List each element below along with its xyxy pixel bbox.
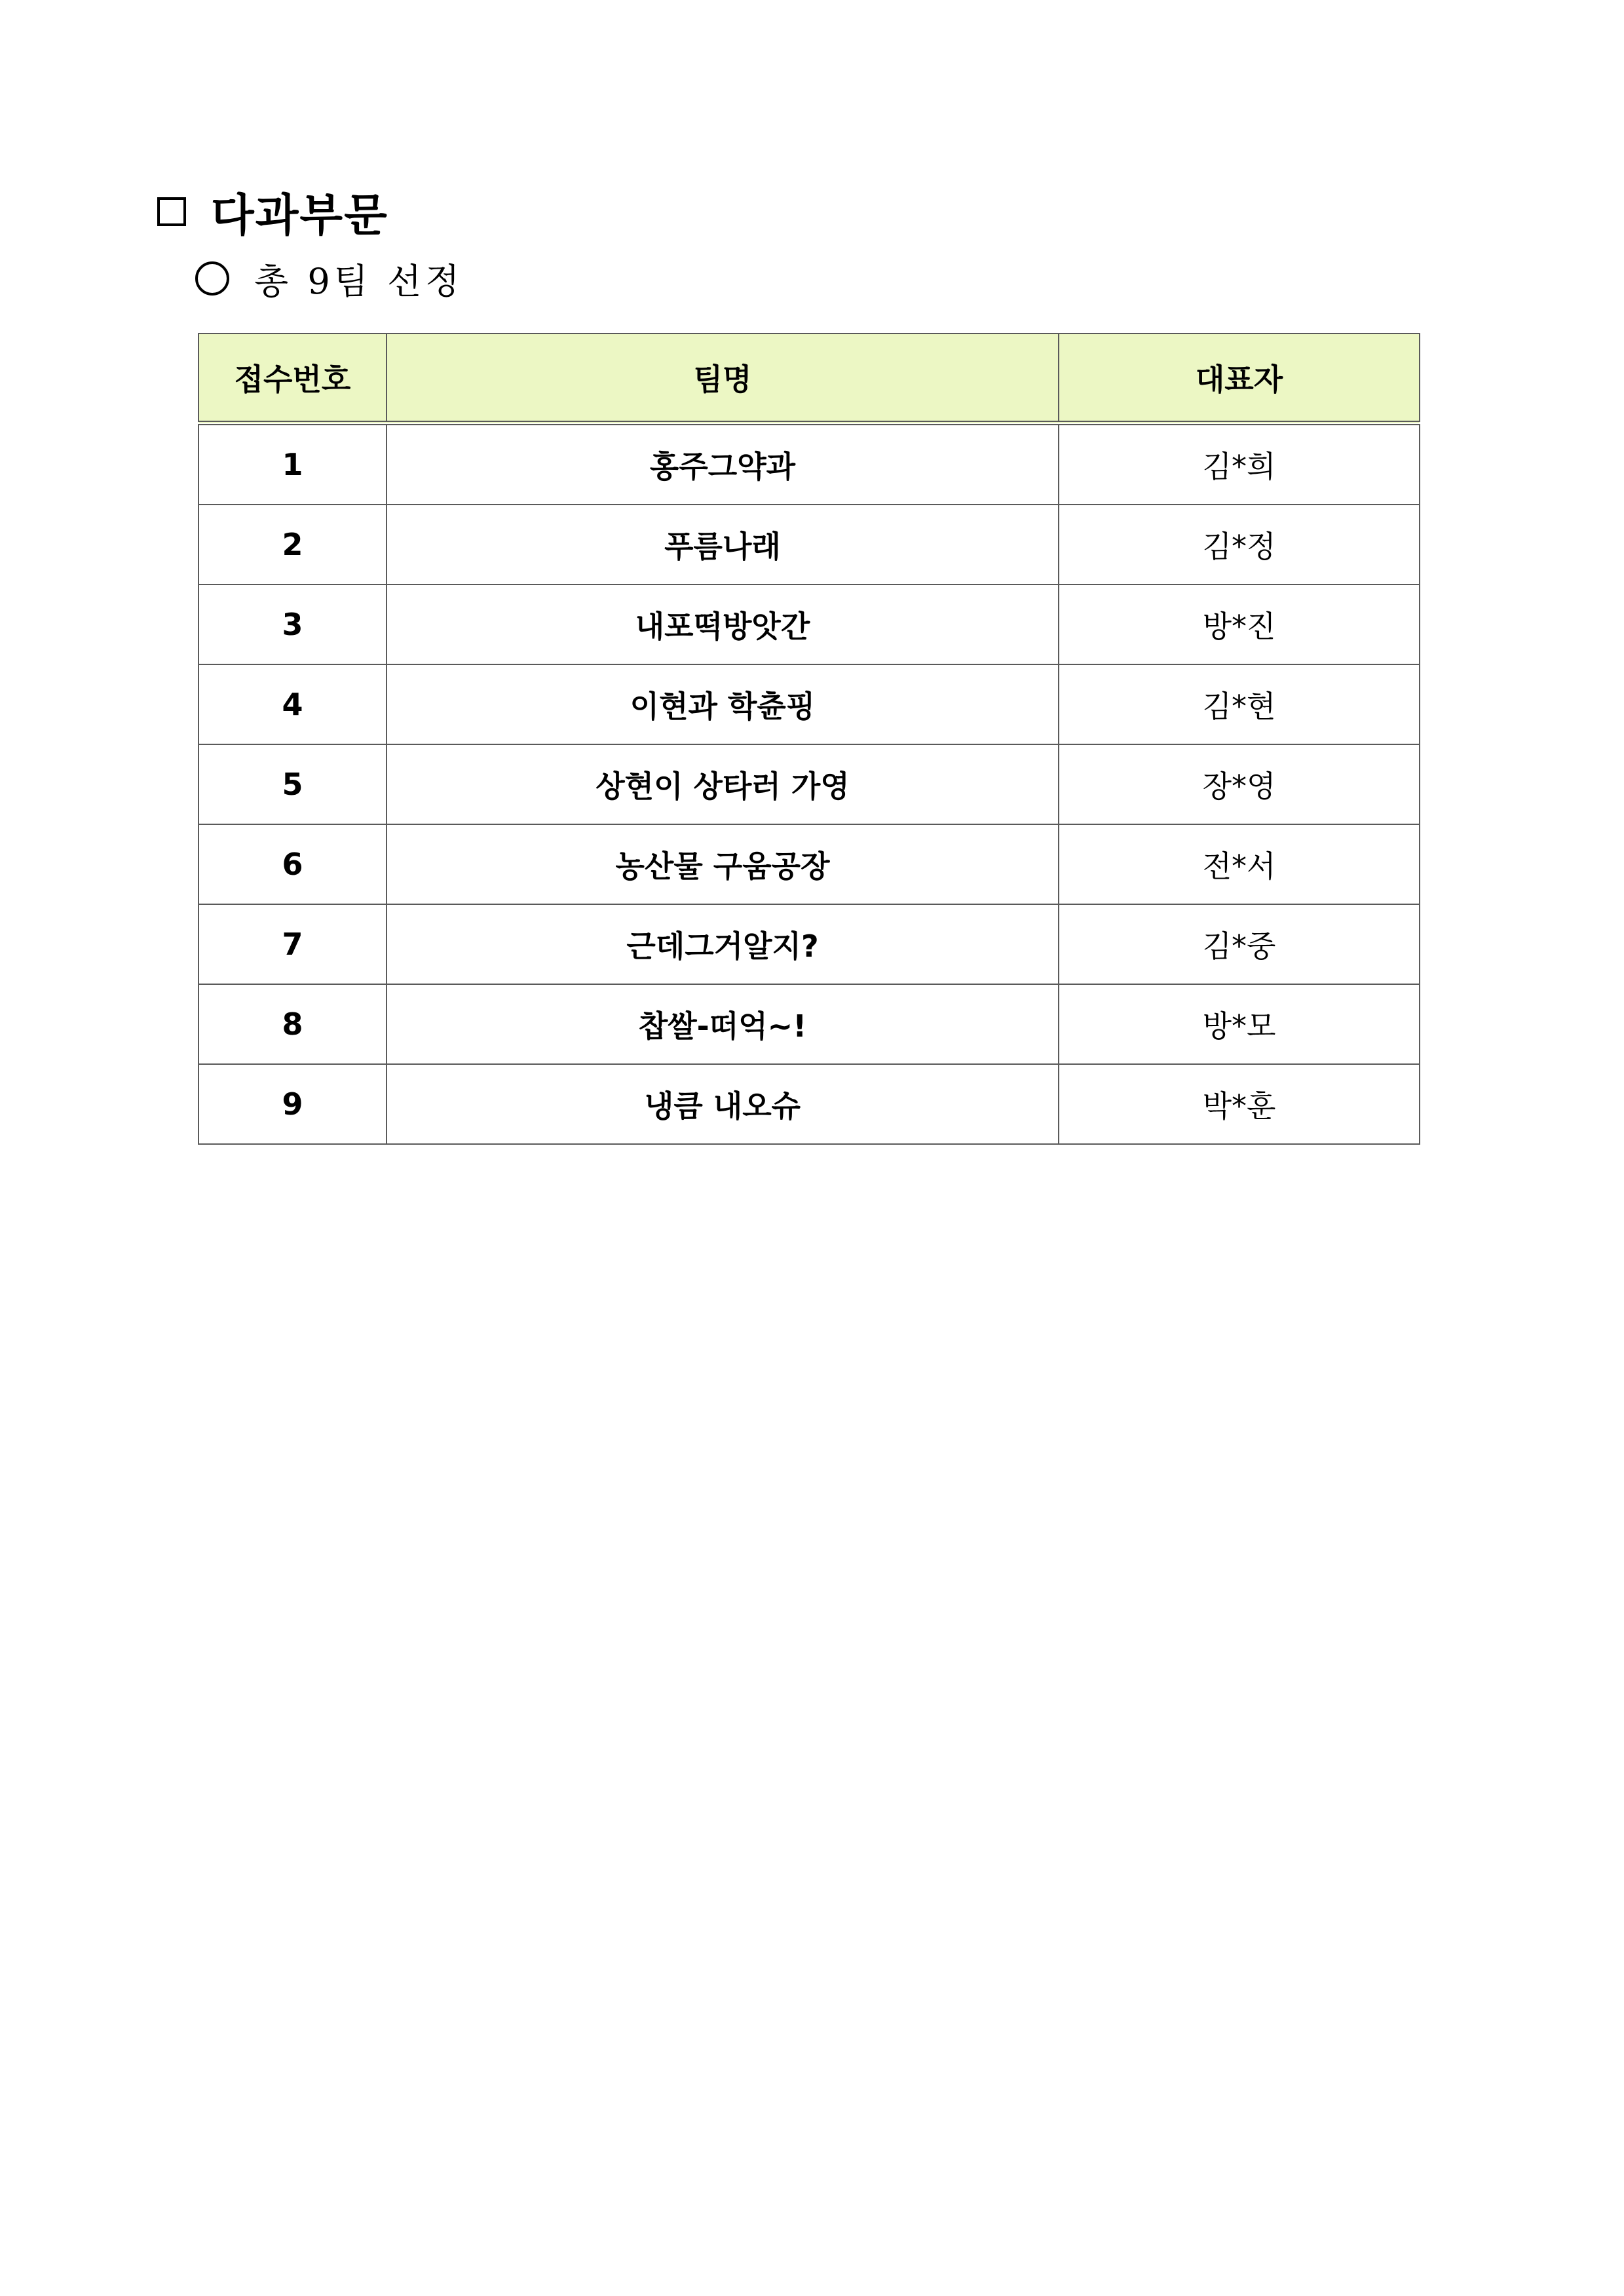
row-representative: 박*훈 bbox=[1059, 1064, 1420, 1144]
row-number: 9 bbox=[198, 1064, 387, 1144]
table-row bbox=[198, 904, 1420, 984]
row-representative: 김*중 bbox=[1059, 904, 1420, 984]
section-subheading bbox=[195, 252, 463, 305]
table-row bbox=[198, 505, 1420, 584]
row-representative: 방*진 bbox=[1059, 584, 1420, 664]
team-name: 농산물 구움공장 bbox=[615, 849, 830, 884]
row-team bbox=[387, 984, 1059, 1064]
square-bullet-icon bbox=[157, 197, 186, 226]
row-number: 7 bbox=[198, 904, 387, 984]
team-name: 내포떡방앗간 bbox=[635, 609, 810, 644]
row-representative: 김*희 bbox=[1059, 423, 1420, 505]
row-team bbox=[387, 505, 1059, 584]
table-row bbox=[198, 744, 1420, 824]
row-team bbox=[387, 824, 1059, 904]
team-name: 찹쌀-떠억~! bbox=[638, 1008, 807, 1044]
team-name: 홍주그약과 bbox=[649, 449, 796, 484]
team-name: 이현과 학츈핑 bbox=[630, 689, 816, 724]
row-number: 4 bbox=[198, 664, 387, 744]
table-header-row bbox=[198, 334, 1420, 423]
row-team bbox=[387, 904, 1059, 984]
circle-bullet-icon bbox=[195, 261, 229, 296]
section-heading bbox=[157, 182, 388, 241]
table-row bbox=[198, 664, 1420, 744]
section-subtitle: 총 9팀 선정 bbox=[254, 260, 464, 302]
row-number: 6 bbox=[198, 824, 387, 904]
table-row bbox=[198, 423, 1420, 505]
row-number: 8 bbox=[198, 984, 387, 1064]
table-row bbox=[198, 984, 1420, 1064]
row-team bbox=[387, 664, 1059, 744]
row-team bbox=[387, 423, 1059, 505]
row-representative: 김*정 bbox=[1059, 505, 1420, 584]
row-number: 1 bbox=[198, 423, 387, 505]
team-name: 근데그거알지? bbox=[626, 928, 819, 964]
table-row bbox=[198, 824, 1420, 904]
row-number: 5 bbox=[198, 744, 387, 824]
row-number: 3 bbox=[198, 584, 387, 664]
row-representative: 김*현 bbox=[1059, 664, 1420, 744]
team-name: 상현이 상타러 가영 bbox=[595, 769, 850, 804]
row-team bbox=[387, 584, 1059, 664]
row-representative: 장*영 bbox=[1059, 744, 1420, 824]
header-team: 팀명 bbox=[387, 334, 1059, 423]
header-number: 접수번호 bbox=[198, 334, 387, 423]
table-row bbox=[198, 584, 1420, 664]
team-table bbox=[198, 333, 1420, 1145]
row-number: 2 bbox=[198, 505, 387, 584]
row-representative: 방*모 bbox=[1059, 984, 1420, 1064]
team-name: 푸름나래 bbox=[664, 529, 781, 564]
team-name: 냉큼 내오슈 bbox=[644, 1088, 801, 1124]
header-representative: 대표자 bbox=[1059, 334, 1420, 423]
section-title: 다과부문 bbox=[211, 189, 388, 242]
row-representative: 전*서 bbox=[1059, 824, 1420, 904]
row-team bbox=[387, 744, 1059, 824]
row-team bbox=[387, 1064, 1059, 1144]
table-row bbox=[198, 1064, 1420, 1144]
